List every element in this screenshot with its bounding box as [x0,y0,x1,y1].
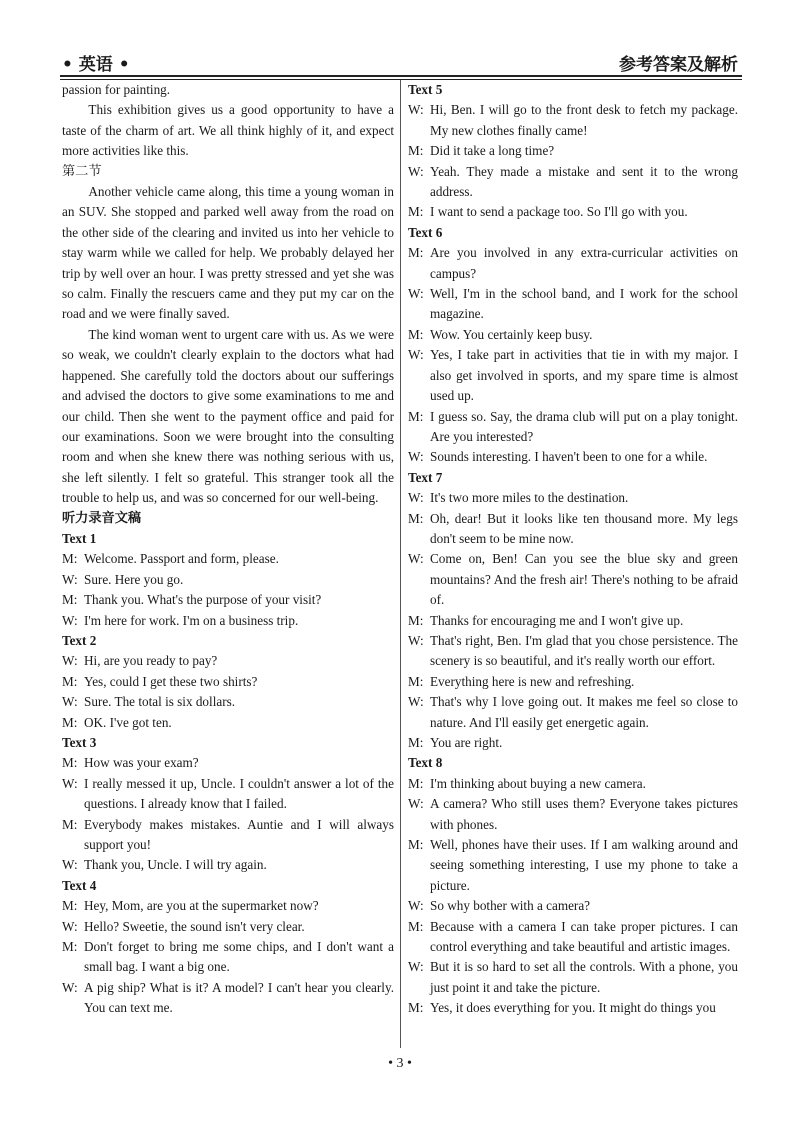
text-heading: Text 7 [408,469,443,485]
speaker-label: W: [408,551,424,567]
transcript-title: 听力录音文稿 [62,510,142,526]
dialogue-line [408,957,738,998]
right-column [408,80,738,1019]
utterance-text: It's two more miles to the destination. [430,490,629,506]
speaker-label: W: [408,694,424,710]
dialogue-line [62,590,394,610]
utterance-text: Are you involved in any extra-curricular activities on campus? [430,245,738,281]
speaker-label: W: [62,571,78,587]
utterance-text: Yeah. They made a mistake and sent it to the wrong address. [430,163,738,200]
speaker-label: W: [408,796,424,812]
utterance-text: I'm here for work. I'm on a business trip. [84,612,299,628]
dialogue-line [62,917,394,937]
speaker-label: W: [408,347,424,363]
dialogue-line [408,162,738,203]
speaker-label: M: [408,837,424,853]
utterance-text: You are right. [430,735,503,750]
utterance-text: Well, I'm in the school band, and I work for the school magazine. [430,286,738,322]
dialogue-line [62,713,394,733]
speaker-label: W: [408,490,424,506]
speaker-label: M: [408,245,424,261]
dialogue-line [62,549,394,569]
dialogue-line [62,815,394,856]
utterance-text: Sure. The total is six dollars. [84,694,236,710]
dialogue-line [408,488,738,508]
dialogue-line [408,692,738,733]
dialogue-line [408,672,738,692]
utterance-text: Yes, could I get these two shirts? [84,673,258,689]
utterance-text: Hi, are you ready to pay? [84,653,218,669]
text-heading: Text 6 [408,224,443,240]
utterance-text: Sure. Here you go. [84,571,184,587]
utterance-text: I guess so. Say, the drama club will put on a play tonight. Are you interested? [430,408,738,444]
dialogue-line [408,407,738,448]
left-column [62,80,394,1019]
speaker-label: M: [62,592,78,608]
utterance-text: OK. I've got ten. [84,714,172,730]
speaker-label: W: [408,286,424,302]
essay-paragraph: Another vehicle came along, this time a young woman in an SUV. She stopped and parked well away from the road on the other side of the clearing and invited us into her vehicle to stay warm while we called for help. We probably delayed her trip by well over an hour. I was pretty stressed and yet she was so calm. Finally the rescuers came and they put my car on the road and we were finally saved. [62,184,394,322]
utterance-text: Welcome. Passport and form, please. [84,551,279,567]
subject-label: • 英语 • [62,55,130,75]
speaker-label: M: [408,510,424,526]
section-label: 参考答案及解析 [619,55,738,75]
dialogue-line [408,509,738,550]
speaker-label: M: [408,204,424,220]
speaker-label: M: [62,939,78,955]
text-heading: Text 3 [62,735,97,750]
utterance-text: I want to send a package too. So I'll go with you. [430,204,688,220]
utterance-text: I really messed it up, Uncle. I couldn't answer a lot of the questions. I already know that I failed. [84,775,394,812]
speaker-label: W: [62,653,78,669]
dialogue-line [62,570,394,590]
utterance-text: That's right, Ben. I'm glad that you chose persistence. The scenery is so beautiful, and it's really worth our effort. [430,632,738,669]
utterance-text: Sounds interesting. I haven't been to one for a while. [430,449,708,465]
utterance-text: I'm thinking about buying a new camera. [430,775,646,791]
utterance-text: How was your exam? [84,755,199,771]
utterance-text: A pig ship? What is it? A model? I can't hear you clearly. You can text me. [84,979,394,1016]
utterance-text: Because with a camera I can take proper pictures. I can control everything and take beautiful and artistic images. [430,918,738,955]
utterance-text: Yes, it does everything for you. It might do things you [430,1000,716,1016]
intro-line: passion for painting. [62,82,171,97]
utterance-text: But it is so hard to set all the controls. With a phone, you just point it and take the picture. [430,959,738,995]
text-heading: Text 2 [62,632,97,648]
page-header [60,48,740,75]
speaker-label: M: [62,755,78,771]
dialogue-line [62,692,394,712]
dialogue-line [62,753,394,773]
utterance-text: Thank you, Uncle. I will try again. [84,857,267,873]
dialogue-line [408,141,738,161]
section2-title: 第二节 [62,163,102,179]
utterance-text: Well, phones have their uses. If I am walking around and seeing something interesting, I use my phone to take a picture. [430,837,738,893]
utterance-text: Don't forget to bring me some chips, and I don't want a small bag. I want a big one. [84,939,394,975]
dialogue-line [408,733,738,753]
speaker-label: W: [62,918,78,934]
dialogue-line [62,937,394,978]
utterance-text: Hey, Mom, are you at the supermarket now? [84,898,319,914]
utterance-text: That's why I love going out. It makes me feel so close to nature. And I'll easily get energetic again. [430,694,738,730]
dialogue-line [408,835,738,896]
intro-paragraph: This exhibition gives us a good opportunity to have a taste of the charm of art. We all think highly of it, and expect more activities like this. [62,102,394,159]
speaker-label: M: [408,673,424,689]
dialogue-line [62,896,394,916]
speaker-label: M: [408,918,424,934]
speaker-label: W: [62,612,78,628]
dialogue-line [408,345,738,406]
speaker-label: W: [62,775,78,791]
dialogue-line [408,917,738,958]
utterance-text: Wow. You certainly keep busy. [430,326,593,342]
utterance-text: Everything here is new and refreshing. [430,673,635,689]
dialogue-line [408,896,738,916]
right-transcripts [408,80,738,1019]
speaker-label: W: [62,979,78,995]
text-heading: Text 4 [62,877,97,893]
dialogue-line [62,855,394,875]
left-transcripts [62,529,394,1019]
dialogue-line [408,794,738,835]
essay-paragraph: The kind woman went to urgent care with us. As we were so weak, we couldn't clearly explain to the doctors what had happened. She carefully told the doctors about our sufferings and advised the doctors to give some examinations to me and our child. Then she went to the payment office and paid for our examinations. Soon we were brought into the consulting room and when she knew there was nothing serious with us, she left silently. I felt so grateful. This stranger took all the trouble to help us, and was so concerned for our well-being. [62,326,394,506]
speaker-label: M: [62,551,78,567]
speaker-label: W: [408,898,424,914]
utterance-text: Everybody makes mistakes. Auntie and I will always support you! [84,816,394,853]
dialogue-line [408,284,738,325]
dialogue-line [408,549,738,610]
dialogue-line [408,774,738,794]
utterance-text: Did it take a long time? [430,143,555,159]
dialogue-line [408,325,738,345]
dialogue-line [62,651,394,671]
utterance-text: Oh, dear! But it looks like ten thousand more. My legs don't seem to be mine now. [430,510,738,546]
speaker-label: M: [408,612,424,628]
speaker-label: M: [408,326,424,342]
dialogue-line [408,100,738,141]
utterance-text: Hi, Ben. I will go to the front desk to fetch my package. My new clothes finally came! [430,102,738,138]
utterance-text: So why bother with a camera? [430,898,591,914]
dialogue-line [408,611,738,631]
page-number: • 3 • [388,1056,412,1071]
dialogue-line [408,202,738,222]
utterance-text: Come on, Ben! Can you see the blue sky and green mountains? And the fresh air! There's nothing to be afraid of. [430,551,738,608]
speaker-label: W: [408,102,424,118]
speaker-label: W: [408,632,424,648]
speaker-label: M: [408,408,424,424]
dialogue-line [408,631,738,672]
utterance-text: Thank you. What's the purpose of your visit? [84,592,322,608]
utterance-text: Hello? Sweetie, the sound isn't very clear. [84,918,305,934]
dialogue-line [62,978,394,1019]
dialogue-line [62,672,394,692]
text-heading: Text 8 [408,755,443,771]
dialogue-line [408,998,738,1018]
dialogue-line [62,774,394,815]
utterance-text: Yes, I take part in activities that tie in with my major. I also get involved in sports, and my spare time is almost used up. [430,347,738,404]
column-divider [400,80,401,1048]
speaker-label: W: [408,449,424,465]
speaker-label: M: [408,775,424,791]
dialogue-line [408,447,738,467]
speaker-label: M: [62,898,78,914]
text-heading: Text 1 [62,530,97,546]
speaker-label: M: [408,735,424,750]
speaker-label: M: [408,143,424,159]
speaker-label: M: [408,1000,424,1016]
utterance-text: Thanks for encouraging me and I won't give up. [430,612,684,628]
speaker-label: M: [62,816,78,832]
utterance-text: A camera? Who still uses them? Everyone takes pictures with phones. [430,796,738,832]
speaker-label: W: [62,857,78,873]
text-heading: Text 5 [408,82,443,97]
speaker-label: W: [408,959,424,975]
speaker-label: W: [408,163,424,179]
dialogue-line [408,243,738,284]
speaker-label: W: [62,694,78,710]
dialogue-line [62,611,394,631]
speaker-label: M: [62,673,78,689]
speaker-label: M: [62,714,78,730]
